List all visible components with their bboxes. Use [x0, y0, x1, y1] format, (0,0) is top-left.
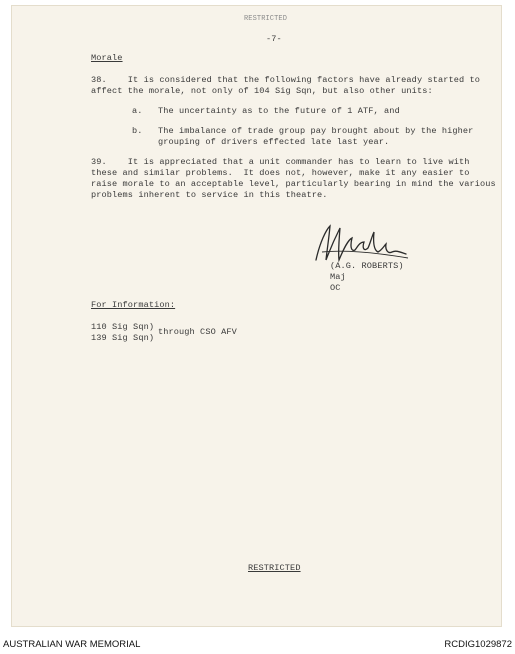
distribution-through: through CSO AFV [158, 327, 237, 337]
item-b-line-2: grouping of drivers effected late last year. [158, 137, 390, 147]
archive-name: AUSTRALIAN WAR MEMORIAL [3, 639, 141, 650]
archive-reference: RCDIG1029872 [444, 639, 512, 650]
bottom-classification: RESTRICTED [248, 563, 301, 573]
top-classification: RESTRICTED [244, 15, 288, 23]
distribution-line-1: 110 Sig Sqn) [91, 322, 155, 332]
document-page [11, 5, 502, 627]
para-38-line-1: 38. It is considered that the following factors have already started to [91, 75, 481, 85]
para-39-line-1: 39. It is appreciated that a unit commander has to learn to live with [91, 157, 470, 167]
signatory-rank: Maj [330, 272, 346, 282]
para-39-line-3: raise morale to an acceptable level, particularly bearing in mind the various [91, 179, 496, 189]
item-a-text: The uncertainty as to the future of 1 ATF, and [158, 106, 400, 116]
distribution-line-2: 139 Sig Sqn) [91, 333, 155, 343]
signatory-appointment: OC [330, 283, 341, 293]
section-heading: Morale [91, 53, 123, 63]
item-b-letter: b. [132, 126, 143, 136]
archive-footer [0, 635, 515, 654]
para-38-line-2: affect the morale, not only of 104 Sig Sqn, but also other units: [91, 86, 433, 96]
distribution-heading: For Information: [91, 300, 176, 310]
para-39-line-4: problems inherent to service in this theatre. [91, 190, 328, 200]
item-b-line-1: The imbalance of trade group pay brought about by the higher [158, 126, 474, 136]
page-number: -7- [266, 34, 282, 44]
item-a-letter: a. [132, 106, 143, 116]
signatory-name: (A.G. ROBERTS) [330, 261, 404, 271]
para-39-line-2: these and similar problems. It does not, however, make it any easier to [91, 168, 470, 178]
